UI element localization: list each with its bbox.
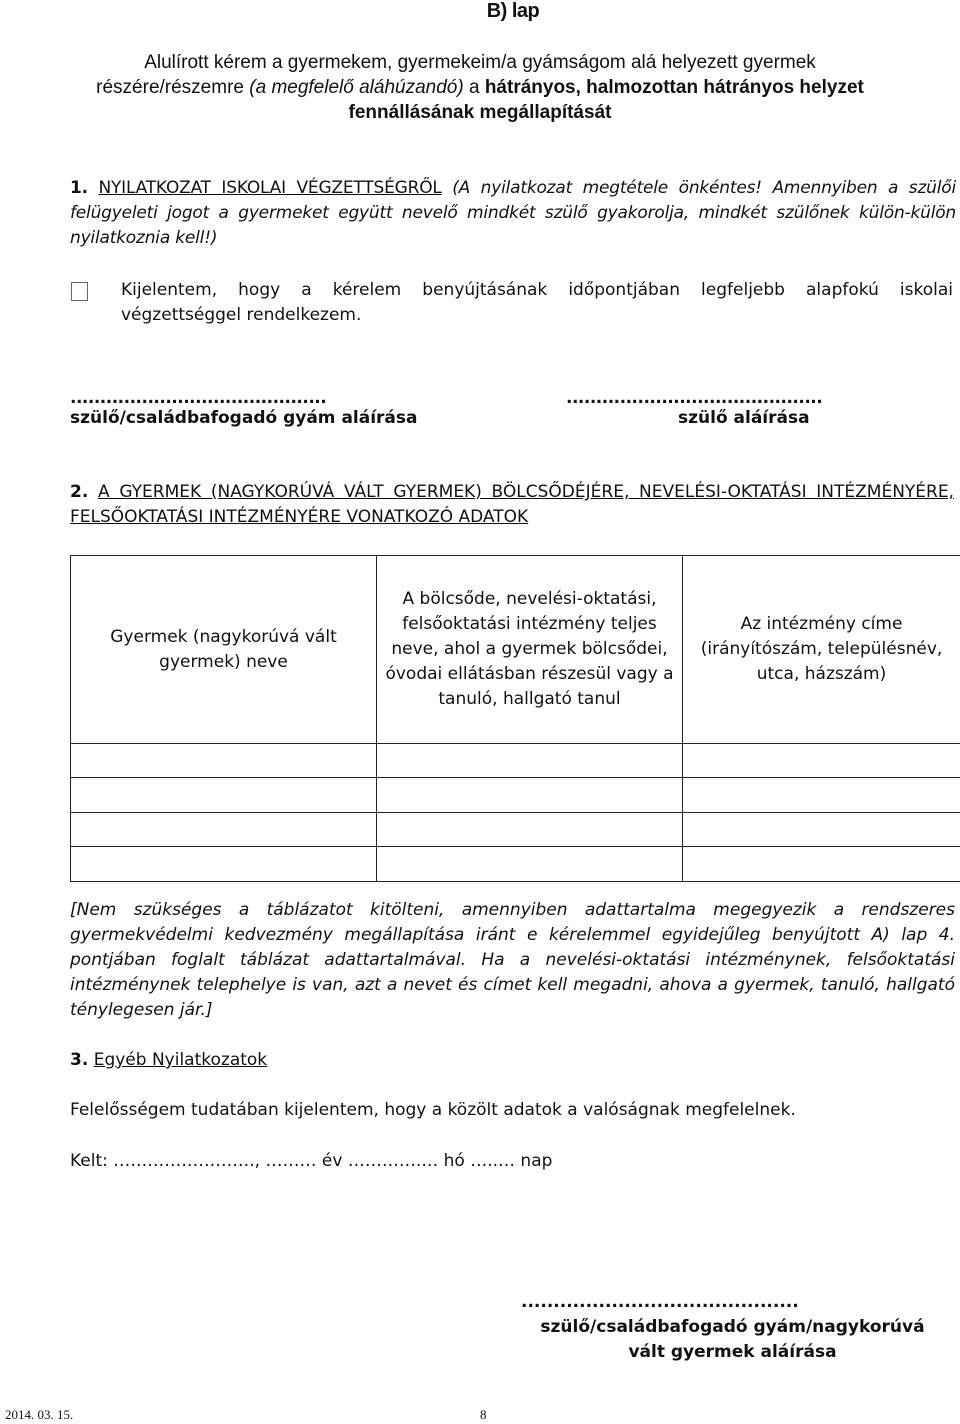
header-institution-address: Az intézmény címe (irányítószám, településnév, utca, házszám) <box>683 556 960 744</box>
section-title: Egyéb Nyilatkozatok <box>93 1050 268 1070</box>
intro-bold-text: fennállásának megállapítását <box>348 102 612 123</box>
signature-label-parent: szülő aláírása <box>678 408 810 428</box>
signature-dots-right: ........................................... <box>566 388 823 408</box>
table-row <box>71 778 960 813</box>
cell-institution-name[interactable] <box>377 847 683 882</box>
signature-label-line-1: szülő/családbafogadó gyám/nagykorúvá <box>540 1317 925 1337</box>
institution-table <box>70 555 960 882</box>
section-title: NYILATKOZAT ISKOLAI VÉGZETTSÉGRŐL <box>98 178 442 198</box>
header-child-name: Gyermek (nagykorúvá vált gyermek) neve <box>71 556 377 744</box>
header-institution-name: A bölcsőde, nevelési-oktatási, felsőoktatási intézmény teljes neve, ahol a gyermek bölcsődei, óvodai ellátásban részesül vagy a tanuló, hallgató tanul <box>377 556 683 744</box>
request-intro <box>70 50 890 125</box>
signature-dots-left: ........................................... <box>70 388 327 408</box>
table-row <box>71 813 960 847</box>
table-row <box>71 847 960 882</box>
declaration-checkbox[interactable] <box>71 282 88 301</box>
table-row <box>71 744 960 778</box>
signature-label-guardian: szülő/családbafogadó gyám aláírása <box>70 408 418 428</box>
cell-institution-name[interactable] <box>377 744 683 778</box>
section-number: 1. <box>70 178 88 198</box>
page-title: B) lap <box>486 0 540 22</box>
section1-heading <box>70 176 956 251</box>
intro-line-1: Alulírott kérem a gyermekem, gyermekeim/a gyámságom alá helyezett gyermek <box>144 52 816 73</box>
section-note: (A nyilatkozat megtétele önkéntes! Amennyiben a szülői felügyeleti jogot a gyermeket együtt nevelő mindkét szülő gyakorolja, mindkét szülőnek külön-külön nyilatkoznia kell!) <box>70 178 956 248</box>
cell-institution-address[interactable] <box>683 744 960 778</box>
final-signature-block <box>505 1290 960 1365</box>
cell-child-name[interactable] <box>71 778 377 813</box>
cell-child-name[interactable] <box>71 744 377 778</box>
section3-heading <box>70 1048 267 1073</box>
truth-statement: Felelősségem tudatában kijelentem, hogy a közölt adatok a valóságnak megfelelnek. <box>70 1100 796 1120</box>
cell-institution-name[interactable] <box>377 813 683 847</box>
education-declaration: Kijelentem, hogy a kérelem benyújtásának időpontjában legfeljebb alapfokú iskolai végzettséggel rendelkezem. <box>121 280 953 325</box>
page-number: 8 <box>480 1407 487 1422</box>
signature-dots: ........................................... <box>521 1292 799 1312</box>
intro-line-2 <box>70 75 890 100</box>
cell-institution-address[interactable] <box>683 813 960 847</box>
intro-text: részére/részemre <box>96 77 250 98</box>
cell-child-name[interactable] <box>71 813 377 847</box>
intro-text: a <box>463 77 485 98</box>
date-line: Kelt: ……………………., ……… év ………….… hó …..… nap <box>70 1151 553 1171</box>
footer-date: 2014. 03. 15. <box>5 1407 74 1422</box>
intro-bold-text: hátrányos, halmozottan hátrányos helyzet <box>484 77 864 98</box>
section-title: A GYERMEK (NAGYKORÚVÁ VÁLT GYERMEK) BÖLCSŐDÉJÉRE, NEVELÉSI-OKTATÁSI INTÉZMÉNYÉRE, FELSŐOKTATÁSI INTÉZMÉNYÉRE VONATKOZÓ ADATOK <box>70 482 954 527</box>
cell-institution-name[interactable] <box>377 778 683 813</box>
section-number: 2. <box>70 482 89 502</box>
table-header-row <box>71 556 960 744</box>
section-number: 3. <box>70 1050 89 1070</box>
section2-heading <box>70 480 954 530</box>
intro-line-3 <box>70 100 890 125</box>
signature-label-line-2: vált gyermek aláírása <box>628 1342 837 1362</box>
cell-institution-address[interactable] <box>683 847 960 882</box>
cell-child-name[interactable] <box>71 847 377 882</box>
cell-institution-address[interactable] <box>683 778 960 813</box>
intro-italic-note: (a megfelelő aláhúzandó) <box>249 77 464 98</box>
table-note: [Nem szükséges a táblázatot kitölteni, amennyiben adattartalma megegyezik a rendszeres gyermekvédelmi kedvezmény megállapítása iránt e kérelemmel egyidejűleg benyújtott A) lap 4. pontjában foglalt táblázat adattartalmával. Ha a nevelési-oktatási intézménynek, felsőoktatási intézménynek telephelye is van, azt a nevet és címet kell megadni, ahova a gyermek, tanuló, hallgató ténylegesen jár.] <box>70 900 955 1020</box>
